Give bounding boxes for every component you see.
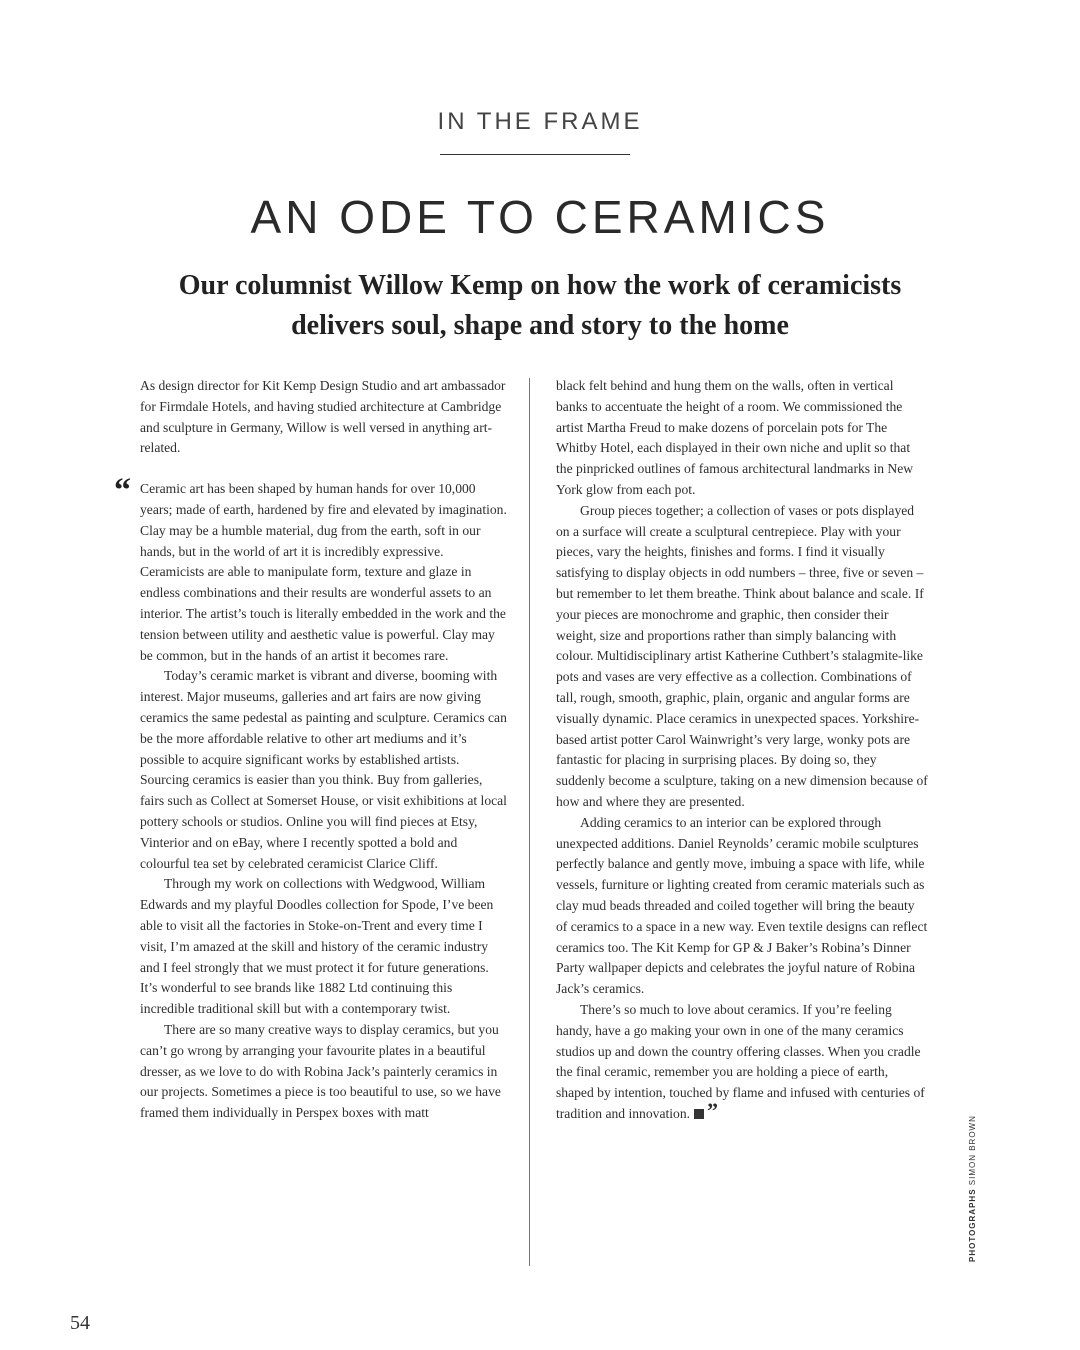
intro-paragraph: As design director for Kit Kemp Design Studio and art ambassador for Firmdale Hotels, and having studied architecture at Cambridge and sculpture in Germany, Willow is well versed in anything art-related. [140,378,506,456]
headline: AN ODE TO CERAMICS [250,191,830,243]
open-quote-mark: “ [114,472,131,509]
section-rule [440,154,630,155]
credit-name: SIMON BROWN [968,1115,977,1186]
right-column [556,376,928,1266]
body-paragraph: Through my work on collections with Wedgwood, William Edwards and my playful Doodles collection for Spode, I’ve been able to visit all the factories in Stoke-on-Trent and every time I visit, I’m amazed at the skill and history of the ceramic industry and I feel strongly that we must protect it for future generations. It’s wonderful to see brands like 1882 Ltd continuing this incredible traditional skill but with a contemporary twist. [140,876,494,1017]
left-column [140,376,508,1266]
section-label: IN THE FRAME [437,108,643,135]
final-paragraph-text: There’s so much to love about ceramics. If you’re feeling handy, have a go making your own in one of the many ceramics studios up and down the country offering classes. When you cradle the final ceramic, remember you are holding a piece of earth, shaped by intention, touched by flame and infused with centuries of tradition and innovation. [556,1001,925,1121]
end-mark-icon [694,1109,704,1119]
body-paragraph: Adding ceramics to an interior can be explored through unexpected additions. Daniel Reynolds’ ceramic mobile sculptures perfectly balance and gently move, imbuing a space with life, while vessels, furniture or lighting created from ceramic materials such as clay mud beads threaded and coiled together will bring the beauty of ceramics to a space in a new way. Even textile designs can reflect ceramics too. The Kit Kemp for GP & J Baker’s Robina’s Dinner Party wallpaper depicts and celebrates the joyful nature of Robina Jack’s ceramics. [556,814,928,997]
final-paragraph [556,1000,928,1125]
close-quote-mark: ” [707,1097,719,1123]
body-paragraph: black felt behind and hung them on the walls, often in vertical banks to accentuate the height of a room. We commissioned the artist Martha Freud to make dozens of porcelain pots for The Whitby Hotel, each displayed in their own niche and uplit so that the pinpricked outlines of famous architectural landmarks in New York glow from each pot. [556,378,914,497]
page-number: 54 [70,1312,90,1334]
body-paragraph: Ceramic art has been shaped by human hands for over 10,000 years; made of earth, hardened by fire and elevated by imagination. Clay may be a humble material, dug from the earth, soft in our hands, but in the world of art it is incredibly expressive. Ceramicists are able to manipulate form, texture and glaze in endless combinations and their results are wonderful assets to an interior. The artist’s touch is literally embedded in the work and the tension between utility and aesthetic value is powerful. Clay may be common, but in the hands of an artist it becomes rare. [140,481,507,663]
credit-label: PHOTOGRAPHS [968,1188,977,1262]
standfirst: Our columnist Willow Kemp on how the work of ceramicists delivers soul, shape and story to the home [178,270,902,341]
column-divider [529,378,530,1266]
body-paragraph: Group pieces together; a collection of vases or pots displayed on a surface will create a sculptural centrepiece. Play with your pieces, vary the heights, finishes and forms. I find it visually satisfying to display objects in odd numbers – three, five or seven – but remember to let them breathe. Think about balance and scale. If your pieces are monochrome and graphic, then consider their weight, size and proportions rather than simply balancing with colour. Multidisciplinary artist Katherine Cuthbert’s stalagmite-like pots and vases are very effective as a collection. Combinations of tall, rough, smooth, graphic, plain, organic and angular forms are visually dynamic. Place ceramics in unexpected spaces. Yorkshire-based artist potter Carol Wainwright’s very large, wonky pots are fantastic for placing in surprising places. By doing so, they suddenly become a sculpture, taking on a new dimension because of how and where they are presented. [556,502,928,809]
photo-credit [968,1115,977,1262]
body-paragraph: Today’s ceramic market is vibrant and diverse, booming with interest. Major museums, galleries and art fairs are now giving ceramics the same pedestal as painting and sculpture. Ceramics can be the more affordable relative to other art mediums and it’s possible to acquire significant works by established artists. Sourcing ceramics is easier than you think. Buy from galleries, fairs such as Collect at Somerset House, or visit exhibitions at local pottery schools or studios. Online you will find pieces at Etsy, Vinterior and on eBay, where I recently spotted a bold and colourful tea set by celebrated ceramicist Clarice Cliff. [140,668,507,871]
body-paragraph: There are so many creative ways to display ceramics, but you can’t go wrong by arranging your favourite plates in a beautiful dresser, as we love to do with Robina Jack’s painterly ceramics in our projects. Sometimes a piece is too beautiful to use, so we have framed them individually in Perspex boxes with matt [140,1021,501,1121]
